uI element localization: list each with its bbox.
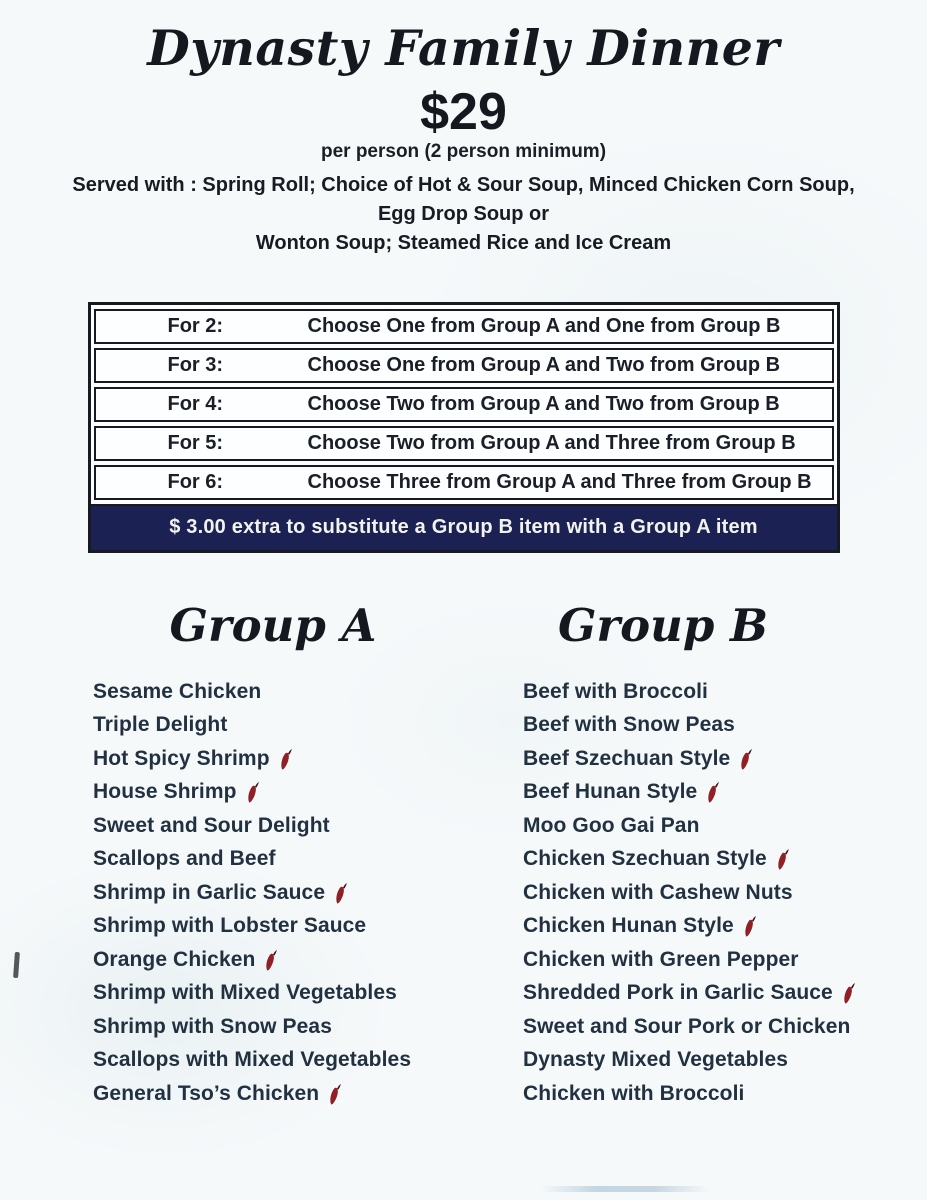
menu-item [523,675,927,709]
option-row-label: For 5: [167,431,224,454]
menu-item [523,1010,927,1044]
option-row [94,309,834,344]
menu-item-name: Shrimp in Garlic Sauce [93,880,326,904]
menu-item-name: Shredded Pork in Garlic Sauce [523,981,833,1004]
menu-item [93,742,493,776]
option-row-description: Choose Three from Group A and Three from Group B [307,470,812,493]
menu-item [523,1043,927,1077]
chili-pepper-icon [264,949,278,971]
option-row [94,426,834,461]
menu-item-name: Orange Chicken [93,947,256,971]
group-heading: Group B [557,599,769,652]
price: $29 [420,82,507,141]
menu-item-name: Scallops and Beef [93,847,276,870]
chili-pepper-icon [743,915,757,937]
chili-pepper-icon [279,748,293,770]
menu-item [523,909,927,943]
menu-item [523,943,927,977]
menu-item [93,809,493,843]
option-row-description: Choose Two from Group A and Three from Group B [307,431,796,454]
menu-item [523,842,927,876]
menu-item [93,876,493,910]
options-footer-note: $ 3.00 extra to substitute a Group B item with a Group A item [91,504,837,550]
menu-item-name: Beef with Snow Peas [523,713,735,736]
option-row-description: Choose One from Group A and Two from Group B [307,353,781,376]
menu-item [93,976,493,1010]
menu-item-name: Sweet and Sour Delight [93,813,330,837]
menu-item [93,943,493,977]
menu-item-name: Chicken with Cashew Nuts [523,880,793,904]
price-note: per person (2 person minimum) [320,140,607,162]
menu-item-name: Beef Szechuan Style [523,746,731,770]
menu-item-name: House Shrimp [93,780,237,803]
chili-pepper-icon [776,848,790,870]
option-row [94,465,834,500]
menu-item [523,876,927,910]
chili-pepper-icon [706,781,720,803]
menu-item-name: Sesame Chicken [93,679,262,703]
chili-pepper-icon [842,982,856,1004]
menu-item-name: Shrimp with Mixed Vegetables [93,981,397,1004]
option-row-label: For 2: [167,314,224,337]
menu-item [93,775,493,809]
group-heading: Group A [169,599,377,652]
menu-item [523,976,927,1010]
menu-item-name: Chicken Hunan Style [523,914,734,937]
option-row [94,387,834,422]
scan-artifact-bottom-smudge [540,1186,710,1192]
chili-pepper-icon [328,1083,342,1105]
menu-item-name: Hot Spicy Shrimp [93,746,270,770]
menu-item-name: Beef with Broccoli [523,679,708,703]
served-with-line-2: Wonton Soup; Steamed Rice and Ice Cream [255,231,672,254]
menu-item [523,708,927,742]
chili-pepper-icon [334,882,348,904]
menu-item [93,842,493,876]
scan-artifact-left-edge [13,952,20,978]
menu-item-name: Beef Hunan Style [523,780,698,803]
menu-item-name: General Tso’s Chicken [93,1081,320,1105]
menu-item [523,742,927,776]
group-a-column [93,600,493,1110]
menu-item [93,909,493,943]
menu-item [93,1077,493,1111]
option-row-description: Choose One from Group A and One from Group B [307,314,781,337]
menu-item-name: Chicken with Broccoli [523,1081,745,1105]
menu-item [523,809,927,843]
menu-item [93,1043,493,1077]
group-b-column [523,600,927,1110]
menu-item [523,1077,927,1111]
chili-pepper-icon [246,781,260,803]
menu-item-name: Chicken Szechuan Style [523,847,767,870]
option-row-label: For 3: [167,353,224,376]
menu-item-name: Chicken with Green Pepper [523,947,799,971]
menu-title: Dynasty Family Dinner [147,19,780,77]
menu-header [0,0,927,258]
option-row [94,348,834,383]
menu-item [93,708,493,742]
options-table [88,302,840,553]
menu-item-name: Sweet and Sour Pork or Chicken [523,1014,851,1038]
menu-item [93,675,493,709]
menu-item-name: Shrimp with Snow Peas [93,1014,332,1038]
option-row-label: For 4: [167,392,224,415]
menu-item-name: Moo Goo Gai Pan [523,813,700,837]
menu-item-name: Triple Delight [93,713,228,736]
menu-item-name: Dynasty Mixed Vegetables [523,1048,789,1071]
option-row-label: For 6: [167,470,224,493]
menu-item [93,1010,493,1044]
served-with-line-1: Served with : Spring Roll; Choice of Hot & Sour Soup, Minced Chicken Corn Soup, Egg Drop Soup or [72,173,855,225]
menu-item-name: Shrimp with Lobster Sauce [93,914,367,937]
chili-pepper-icon [739,748,753,770]
menu-item [523,775,927,809]
option-row-description: Choose Two from Group A and Two from Group B [307,392,780,415]
menu-item-name: Scallops with Mixed Vegetables [93,1048,412,1071]
